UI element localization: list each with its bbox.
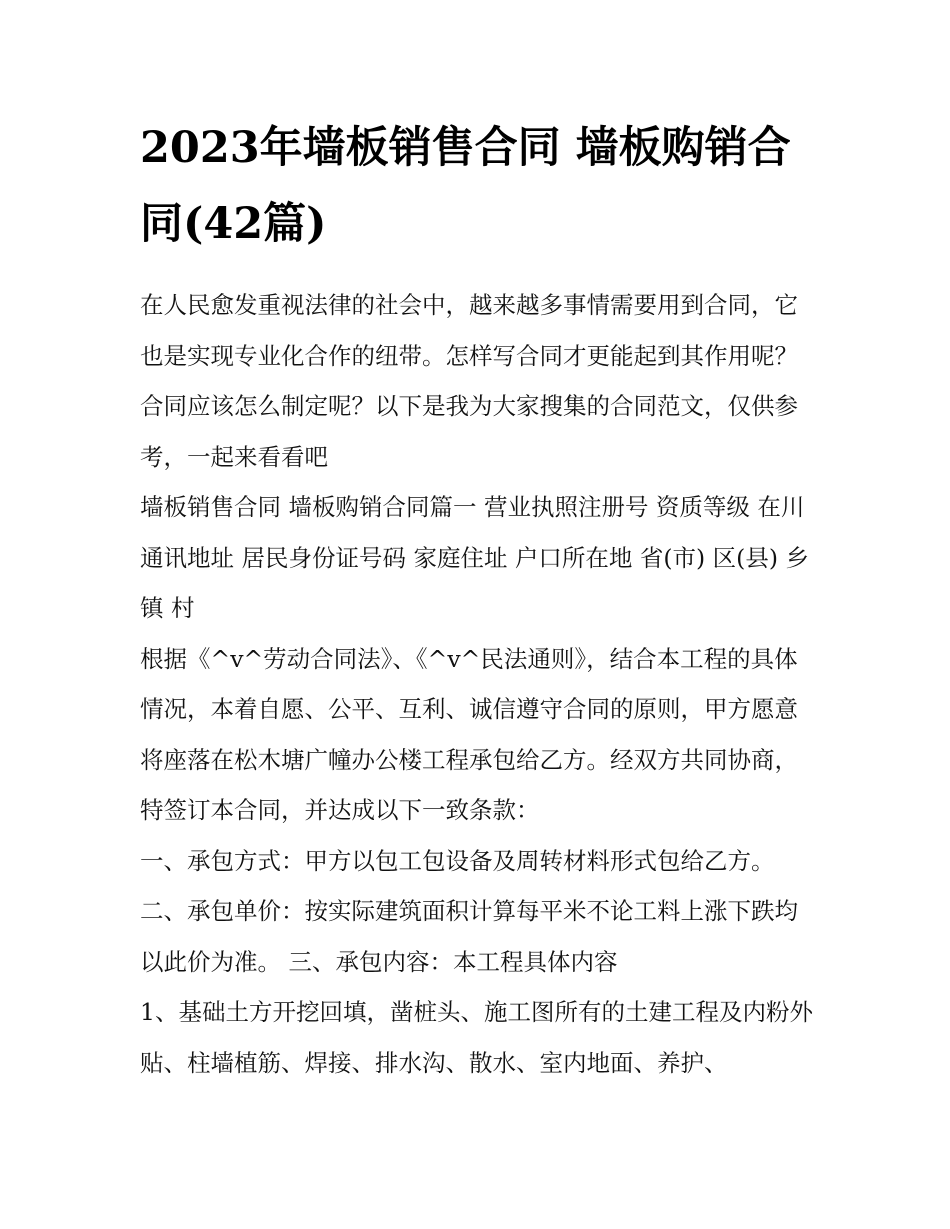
paragraph-clause-1: 一、承包方式：甲方以包工包设备及周转材料形式包给乙方。 [140, 846, 775, 875]
paragraph-intro: 在人民愈发重视法律的社会中，越来越多事情需要用到合同，它也是实现专业化合作的纽带。怎样写合同才更能起到其作用呢？合同应该怎么制定呢？以下是我为大家搜集的合同范文，仅供参考，一起来看看吧 [140, 291, 798, 471]
document-title: 2023年墙板销售合同 墙板购销合同(42篇) [140, 123, 791, 249]
paragraph-preamble: 根据《^v^劳动合同法》、《^v^民法通则》，结合本工程的具体情况，本着自愿、公平、互利、诚信遵守合同的原则，甲方愿意将座落在松木塘广幢办公楼工程承包给乙方。经双方共同协商，特签订本合同，并达成以下一致条款： [140, 644, 798, 824]
paragraph-clause-2-3: 二、承包单价：按实际建筑面积计算每平米不论工料上涨下跌均以此价为准。 三、承包内容：本工程具体内容 [140, 897, 798, 976]
document-content [140, 110, 820, 1088]
paragraph-party-info: 墙板销售合同 墙板购销合同篇一 营业执照注册号 资质等级 在川通讯地址 居民身份证号码 家庭住址 户口所在地 省(市) 区(县) 乡镇 村 [140, 493, 809, 622]
paragraph-item-1: 1、基础土方开挖回填，凿桩头、施工图所有的土建工程及内粉外贴、柱墙植筋、焊接、排水沟、散水、室内地面、养护、 [140, 998, 813, 1077]
